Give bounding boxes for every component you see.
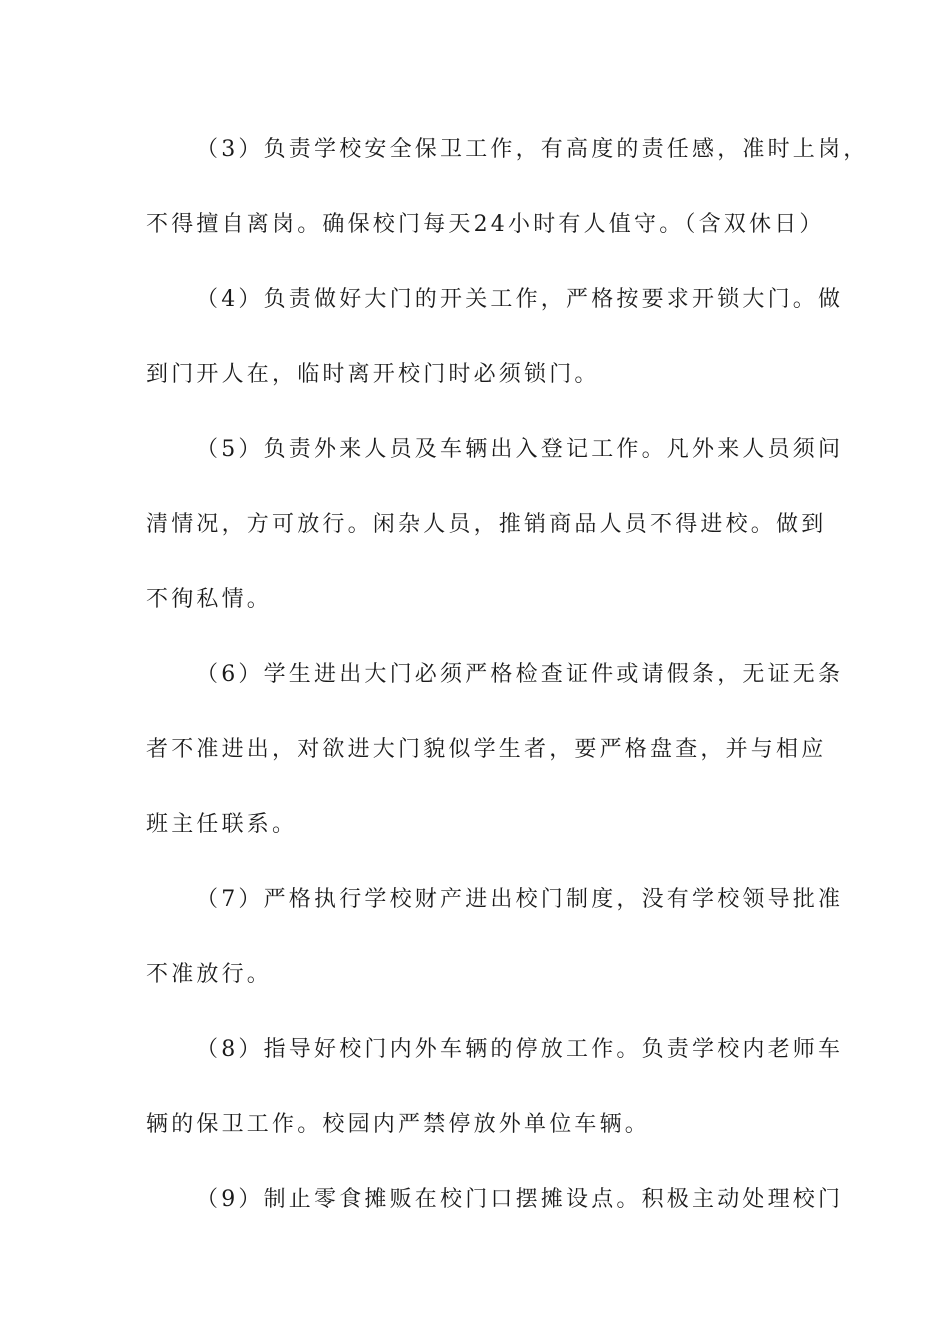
paragraph-6-line-3: 班主任联系。 — [146, 812, 298, 837]
paragraph-7-line-1: （7）严格执行学校财产进出校门制度，没有学校领导批准 — [196, 887, 844, 912]
paragraph-5-line-2: 清情况，方可放行。闲杂人员，推销商品人员不得进校。做到 — [146, 512, 827, 537]
paragraph-5-line-3: 不徇私情。 — [146, 587, 273, 612]
paragraph-6-line-1: （6）学生进出大门必须严格检查证件或请假条，无证无条 — [196, 662, 844, 687]
paragraph-9-line-1: （9）制止零食摊贩在校门口摆摊设点。积极主动处理校门 — [196, 1187, 844, 1212]
paragraph-6-line-2: 者不准进出，对欲进大门貌似学生者，要严格盘查，并与相应 — [146, 737, 827, 762]
paragraph-8-line-1: （8）指导好校门内外车辆的停放工作。负责学校内老师车 — [196, 1037, 844, 1062]
paragraph-3-line-1: （3）负责学校安全保卫工作，有高度的责任感，准时上岗， — [196, 137, 869, 162]
paragraph-3-line-2: 不得擅自离岗。确保校门每天24小时有人值守。（含双休日） — [146, 212, 825, 237]
paragraph-5-line-1: （5）负责外来人员及车辆出入登记工作。凡外来人员须问 — [196, 437, 844, 462]
paragraph-4-line-2: 到门开人在，临时离开校门时必须锁门。 — [146, 362, 600, 387]
paragraph-7-line-2: 不准放行。 — [146, 962, 273, 987]
paragraph-8-line-2: 辆的保卫工作。校园内严禁停放外单位车辆。 — [146, 1112, 651, 1137]
paragraph-4-line-1: （4）负责做好大门的开关工作，严格按要求开锁大门。做 — [196, 287, 844, 312]
